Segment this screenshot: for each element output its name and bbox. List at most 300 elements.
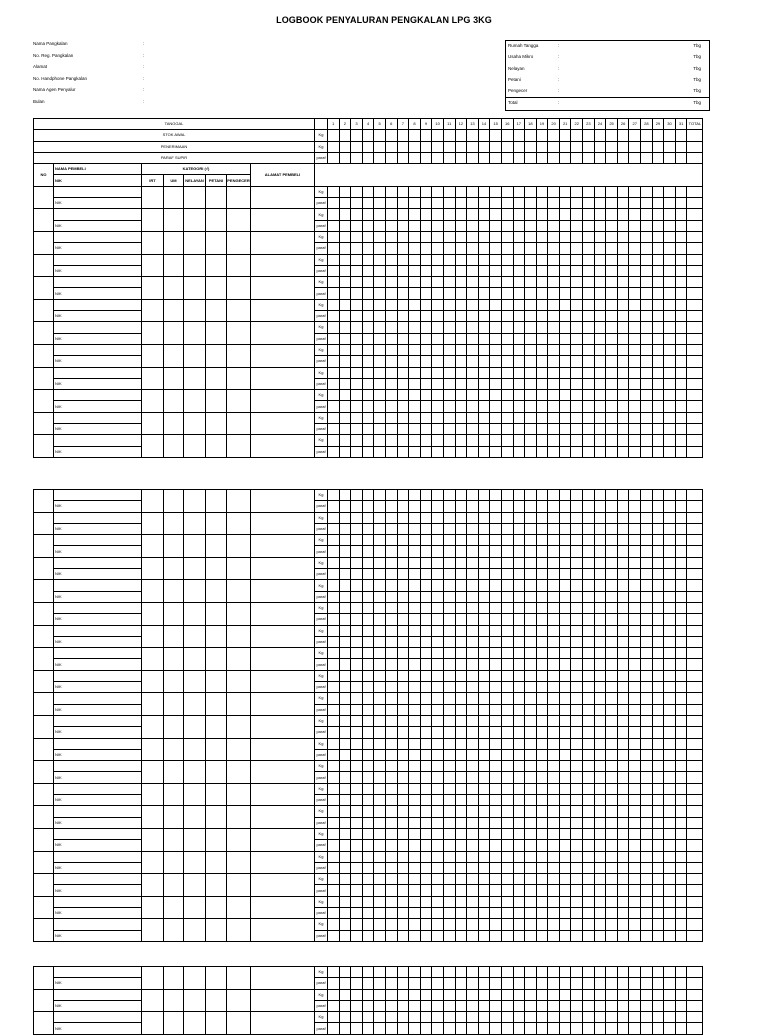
day-cell[interactable] (409, 727, 421, 738)
day-cell[interactable] (443, 569, 455, 580)
day-cell[interactable] (536, 1000, 548, 1011)
day-cell[interactable] (501, 967, 513, 978)
day-cell[interactable] (629, 401, 641, 412)
day-cell[interactable] (455, 885, 467, 896)
category-check-cell[interactable] (142, 557, 164, 580)
day-cell[interactable] (432, 704, 444, 715)
day-cell[interactable] (525, 614, 537, 625)
day-cell[interactable] (536, 795, 548, 806)
day-cell[interactable] (525, 738, 537, 749)
day-cell[interactable] (478, 344, 490, 355)
category-check-cell[interactable] (227, 557, 251, 580)
day-cell[interactable] (536, 828, 548, 839)
day-cell[interactable] (467, 828, 479, 839)
day-cell[interactable] (675, 231, 687, 242)
day-cell[interactable] (397, 523, 409, 534)
day-cell[interactable] (617, 919, 629, 930)
day-cell[interactable] (559, 356, 571, 367)
day-cell[interactable] (467, 772, 479, 783)
day-cell[interactable] (617, 1000, 629, 1011)
day-cell[interactable] (559, 978, 571, 989)
day-cell[interactable] (629, 896, 641, 907)
day-cell[interactable] (629, 265, 641, 276)
alamat-cell[interactable] (251, 919, 315, 942)
day-cell[interactable] (432, 727, 444, 738)
day-cell[interactable] (443, 1012, 455, 1023)
day-cell[interactable] (501, 817, 513, 828)
day-cell[interactable] (478, 727, 490, 738)
day-cell[interactable] (409, 907, 421, 918)
day-cell[interactable] (675, 209, 687, 220)
day-cell[interactable] (675, 311, 687, 322)
day-cell[interactable] (443, 738, 455, 749)
day-cell[interactable] (478, 862, 490, 873)
day-cell[interactable] (571, 828, 583, 839)
day-cell[interactable] (513, 243, 525, 254)
day-cell[interactable] (571, 130, 583, 141)
day-cell[interactable] (362, 625, 374, 636)
day-cell[interactable] (362, 535, 374, 546)
alamat-cell[interactable] (251, 828, 315, 851)
day-cell[interactable] (559, 299, 571, 310)
day-cell[interactable] (571, 715, 583, 726)
day-cell[interactable] (513, 254, 525, 265)
day-cell[interactable] (409, 152, 421, 163)
day-cell[interactable] (501, 1023, 513, 1034)
day-cell[interactable] (443, 693, 455, 704)
category-check-cell[interactable] (184, 828, 206, 851)
day-cell[interactable] (629, 602, 641, 613)
day-cell[interactable] (420, 356, 432, 367)
day-cell[interactable] (594, 614, 606, 625)
day-cell[interactable] (328, 446, 340, 457)
day-cell[interactable] (432, 152, 444, 163)
day-cell[interactable] (617, 885, 629, 896)
day-cell[interactable] (617, 602, 629, 613)
day-cell[interactable] (675, 840, 687, 851)
day-cell[interactable] (559, 919, 571, 930)
day-cell[interactable] (675, 512, 687, 523)
day-cell[interactable] (559, 344, 571, 355)
day-cell[interactable] (385, 715, 397, 726)
day-cell[interactable] (606, 967, 618, 978)
day-cell[interactable] (583, 874, 595, 885)
day-cell[interactable] (443, 209, 455, 220)
day-cell[interactable] (617, 333, 629, 344)
day-cell[interactable] (571, 243, 583, 254)
day-cell[interactable] (362, 727, 374, 738)
day-cell[interactable] (467, 862, 479, 873)
day-cell[interactable] (594, 749, 606, 760)
day-cell[interactable] (513, 424, 525, 435)
day-cell[interactable] (443, 670, 455, 681)
day-cell[interactable] (478, 367, 490, 378)
day-cell[interactable] (664, 659, 676, 670)
no-cell[interactable] (34, 715, 54, 738)
category-check-cell[interactable] (184, 344, 206, 367)
nama-pembeli-cell[interactable] (54, 806, 142, 817)
day-cell[interactable] (571, 356, 583, 367)
category-check-cell[interactable] (164, 435, 184, 458)
day-cell[interactable] (501, 978, 513, 989)
day-cell[interactable] (629, 727, 641, 738)
day-cell[interactable] (374, 523, 386, 534)
day-cell[interactable] (467, 490, 479, 501)
day-cell[interactable] (606, 546, 618, 557)
category-check-cell[interactable] (184, 580, 206, 603)
day-cell[interactable] (641, 322, 653, 333)
day-cell[interactable] (385, 682, 397, 693)
day-cell[interactable] (652, 243, 664, 254)
day-cell[interactable] (641, 772, 653, 783)
day-cell[interactable] (675, 344, 687, 355)
day-cell[interactable] (548, 693, 560, 704)
day-cell[interactable] (641, 311, 653, 322)
day-cell[interactable] (675, 989, 687, 1000)
day-cell[interactable] (432, 817, 444, 828)
day-cell[interactable] (339, 367, 351, 378)
day-cell[interactable] (652, 412, 664, 423)
day-cell[interactable] (397, 896, 409, 907)
day-cell[interactable] (525, 220, 537, 231)
day-cell[interactable] (409, 625, 421, 636)
day-cell[interactable] (362, 862, 374, 873)
nik-cell[interactable]: NIK (54, 401, 142, 412)
day-cell[interactable] (617, 682, 629, 693)
day-cell[interactable] (490, 727, 502, 738)
day-cell[interactable] (397, 806, 409, 817)
day-cell[interactable] (351, 435, 363, 446)
day-cell[interactable] (594, 512, 606, 523)
day-cell[interactable] (351, 512, 363, 523)
day-cell[interactable] (328, 738, 340, 749)
total-cell[interactable] (687, 277, 703, 288)
day-cell[interactable] (455, 243, 467, 254)
category-check-cell[interactable] (206, 209, 227, 232)
day-cell[interactable] (594, 851, 606, 862)
day-cell[interactable] (339, 311, 351, 322)
day-cell[interactable] (513, 378, 525, 389)
day-cell[interactable] (432, 277, 444, 288)
day-cell[interactable] (328, 424, 340, 435)
day-cell[interactable] (652, 727, 664, 738)
day-cell[interactable] (478, 523, 490, 534)
day-cell[interactable] (362, 435, 374, 446)
day-cell[interactable] (513, 602, 525, 613)
day-cell[interactable] (455, 693, 467, 704)
day-cell[interactable] (559, 670, 571, 681)
day-cell[interactable] (664, 648, 676, 659)
day-cell[interactable] (629, 501, 641, 512)
day-cell[interactable] (420, 512, 432, 523)
day-cell[interactable] (594, 446, 606, 457)
nama-pembeli-cell[interactable] (54, 254, 142, 265)
day-cell[interactable] (548, 356, 560, 367)
day-cell[interactable] (362, 220, 374, 231)
day-cell[interactable] (664, 1000, 676, 1011)
category-check-cell[interactable] (164, 322, 184, 345)
day-cell[interactable] (409, 783, 421, 794)
day-cell[interactable] (328, 378, 340, 389)
day-cell[interactable] (362, 670, 374, 681)
day-cell[interactable] (409, 344, 421, 355)
day-cell[interactable] (664, 424, 676, 435)
day-cell[interactable] (594, 231, 606, 242)
day-cell[interactable] (583, 614, 595, 625)
total-cell[interactable] (687, 401, 703, 412)
day-cell[interactable] (478, 704, 490, 715)
day-cell[interactable] (536, 523, 548, 534)
alamat-cell[interactable] (251, 967, 315, 990)
category-check-cell[interactable] (164, 490, 184, 513)
day-cell[interactable] (420, 209, 432, 220)
day-cell[interactable] (490, 806, 502, 817)
day-cell[interactable] (559, 557, 571, 568)
day-cell[interactable] (351, 602, 363, 613)
day-cell[interactable] (583, 299, 595, 310)
day-cell[interactable] (571, 704, 583, 715)
day-cell[interactable] (397, 435, 409, 446)
day-cell[interactable] (351, 322, 363, 333)
day-cell[interactable] (536, 580, 548, 591)
day-cell[interactable] (385, 591, 397, 602)
nama-pembeli-cell[interactable] (54, 989, 142, 1000)
day-cell[interactable] (409, 919, 421, 930)
category-check-cell[interactable] (227, 390, 251, 413)
day-cell[interactable] (455, 535, 467, 546)
day-cell[interactable] (339, 862, 351, 873)
day-cell[interactable] (420, 682, 432, 693)
day-cell[interactable] (675, 186, 687, 197)
day-cell[interactable] (501, 209, 513, 220)
no-cell[interactable] (34, 919, 54, 942)
day-cell[interactable] (548, 231, 560, 242)
category-check-cell[interactable] (184, 535, 206, 558)
day-cell[interactable] (478, 557, 490, 568)
day-cell[interactable] (490, 333, 502, 344)
day-cell[interactable] (478, 715, 490, 726)
category-check-cell[interactable] (206, 277, 227, 300)
day-cell[interactable] (548, 322, 560, 333)
day-cell[interactable] (675, 378, 687, 389)
day-cell[interactable] (501, 840, 513, 851)
day-cell[interactable] (583, 152, 595, 163)
day-cell[interactable] (617, 840, 629, 851)
day-cell[interactable] (420, 231, 432, 242)
day-cell[interactable] (652, 401, 664, 412)
day-cell[interactable] (629, 344, 641, 355)
day-cell[interactable] (443, 231, 455, 242)
day-cell[interactable] (559, 591, 571, 602)
day-cell[interactable] (559, 772, 571, 783)
total-cell[interactable] (687, 704, 703, 715)
day-cell[interactable] (432, 851, 444, 862)
day-cell[interactable] (351, 907, 363, 918)
day-cell[interactable] (559, 715, 571, 726)
day-cell[interactable] (397, 446, 409, 457)
category-check-cell[interactable] (227, 761, 251, 784)
day-cell[interactable] (501, 198, 513, 209)
day-cell[interactable] (652, 501, 664, 512)
day-cell[interactable] (478, 761, 490, 772)
day-cell[interactable] (478, 919, 490, 930)
total-cell[interactable] (687, 851, 703, 862)
day-cell[interactable] (606, 693, 618, 704)
day-cell[interactable] (583, 772, 595, 783)
day-cell[interactable] (675, 862, 687, 873)
day-cell[interactable] (548, 885, 560, 896)
day-cell[interactable] (339, 322, 351, 333)
day-cell[interactable] (652, 851, 664, 862)
nik-cell[interactable]: NIK (54, 978, 142, 989)
day-cell[interactable] (629, 682, 641, 693)
day-cell[interactable] (629, 446, 641, 457)
category-check-cell[interactable] (227, 919, 251, 942)
day-cell[interactable] (420, 501, 432, 512)
day-cell[interactable] (501, 490, 513, 501)
total-cell[interactable] (687, 322, 703, 333)
category-check-cell[interactable] (206, 557, 227, 580)
day-cell[interactable] (548, 130, 560, 141)
category-check-cell[interactable] (227, 299, 251, 322)
day-cell[interactable] (385, 967, 397, 978)
day-cell[interactable] (409, 978, 421, 989)
day-cell[interactable] (490, 220, 502, 231)
day-cell[interactable] (513, 851, 525, 862)
day-cell[interactable] (351, 490, 363, 501)
day-cell[interactable] (478, 614, 490, 625)
day-cell[interactable] (536, 930, 548, 941)
day-cell[interactable] (525, 670, 537, 681)
day-cell[interactable] (675, 919, 687, 930)
day-cell[interactable] (513, 840, 525, 851)
day-cell[interactable] (559, 412, 571, 423)
day-cell[interactable] (559, 390, 571, 401)
day-cell[interactable] (536, 435, 548, 446)
day-cell[interactable] (629, 186, 641, 197)
day-cell[interactable] (594, 288, 606, 299)
day-cell[interactable] (455, 783, 467, 794)
day-cell[interactable] (536, 591, 548, 602)
day-cell[interactable] (571, 367, 583, 378)
day-cell[interactable] (362, 659, 374, 670)
day-cell[interactable] (548, 390, 560, 401)
day-cell[interactable] (664, 907, 676, 918)
day-cell[interactable] (339, 141, 351, 152)
category-check-cell[interactable] (184, 761, 206, 784)
day-cell[interactable] (617, 412, 629, 423)
day-cell[interactable] (432, 602, 444, 613)
day-cell[interactable] (594, 817, 606, 828)
day-cell[interactable] (594, 424, 606, 435)
day-cell[interactable] (351, 1023, 363, 1034)
day-cell[interactable] (583, 141, 595, 152)
day-cell[interactable] (455, 648, 467, 659)
total-cell[interactable] (687, 569, 703, 580)
day-cell[interactable] (571, 412, 583, 423)
day-cell[interactable] (652, 806, 664, 817)
nama-pembeli-cell[interactable] (54, 693, 142, 704)
day-cell[interactable] (675, 978, 687, 989)
day-cell[interactable] (420, 333, 432, 344)
no-cell[interactable] (34, 231, 54, 254)
day-cell[interactable] (409, 141, 421, 152)
day-cell[interactable] (525, 254, 537, 265)
category-check-cell[interactable] (142, 896, 164, 919)
alamat-cell[interactable] (251, 535, 315, 558)
day-cell[interactable] (467, 978, 479, 989)
day-cell[interactable] (664, 186, 676, 197)
no-cell[interactable] (34, 209, 54, 232)
day-cell[interactable] (571, 186, 583, 197)
day-cell[interactable] (455, 670, 467, 681)
day-cell[interactable] (443, 412, 455, 423)
day-cell[interactable] (501, 1012, 513, 1023)
day-cell[interactable] (664, 311, 676, 322)
category-check-cell[interactable] (164, 186, 184, 209)
alamat-cell[interactable] (251, 490, 315, 513)
day-cell[interactable] (675, 896, 687, 907)
day-cell[interactable] (675, 614, 687, 625)
day-cell[interactable] (490, 265, 502, 276)
day-cell[interactable] (501, 535, 513, 546)
category-check-cell[interactable] (184, 557, 206, 580)
day-cell[interactable] (664, 557, 676, 568)
day-cell[interactable] (455, 1023, 467, 1034)
day-cell[interactable] (559, 738, 571, 749)
day-cell[interactable] (420, 311, 432, 322)
alamat-cell[interactable] (251, 412, 315, 435)
day-cell[interactable] (339, 424, 351, 435)
day-cell[interactable] (351, 919, 363, 930)
no-cell[interactable] (34, 783, 54, 806)
day-cell[interactable] (525, 288, 537, 299)
day-cell[interactable] (559, 885, 571, 896)
day-cell[interactable] (385, 783, 397, 794)
category-check-cell[interactable] (184, 851, 206, 874)
day-cell[interactable] (328, 523, 340, 534)
day-cell[interactable] (606, 569, 618, 580)
day-cell[interactable] (629, 749, 641, 760)
day-cell[interactable] (652, 693, 664, 704)
nik-cell[interactable]: NIK (54, 591, 142, 602)
day-cell[interactable] (559, 648, 571, 659)
day-cell[interactable] (652, 198, 664, 209)
day-cell[interactable] (594, 435, 606, 446)
alamat-cell[interactable] (251, 670, 315, 693)
day-cell[interactable] (525, 1012, 537, 1023)
day-cell[interactable] (362, 580, 374, 591)
alamat-cell[interactable] (251, 390, 315, 413)
category-check-cell[interactable] (227, 580, 251, 603)
day-cell[interactable] (548, 569, 560, 580)
day-cell[interactable] (328, 761, 340, 772)
day-cell[interactable] (420, 152, 432, 163)
day-cell[interactable] (490, 344, 502, 355)
day-cell[interactable] (559, 1023, 571, 1034)
day-cell[interactable] (675, 546, 687, 557)
day-cell[interactable] (362, 772, 374, 783)
day-cell[interactable] (443, 265, 455, 276)
day-cell[interactable] (501, 512, 513, 523)
day-cell[interactable] (328, 344, 340, 355)
day-cell[interactable] (420, 265, 432, 276)
day-cell[interactable] (629, 523, 641, 534)
day-cell[interactable] (664, 738, 676, 749)
total-cell[interactable] (687, 749, 703, 760)
day-cell[interactable] (490, 390, 502, 401)
day-cell[interactable] (501, 311, 513, 322)
